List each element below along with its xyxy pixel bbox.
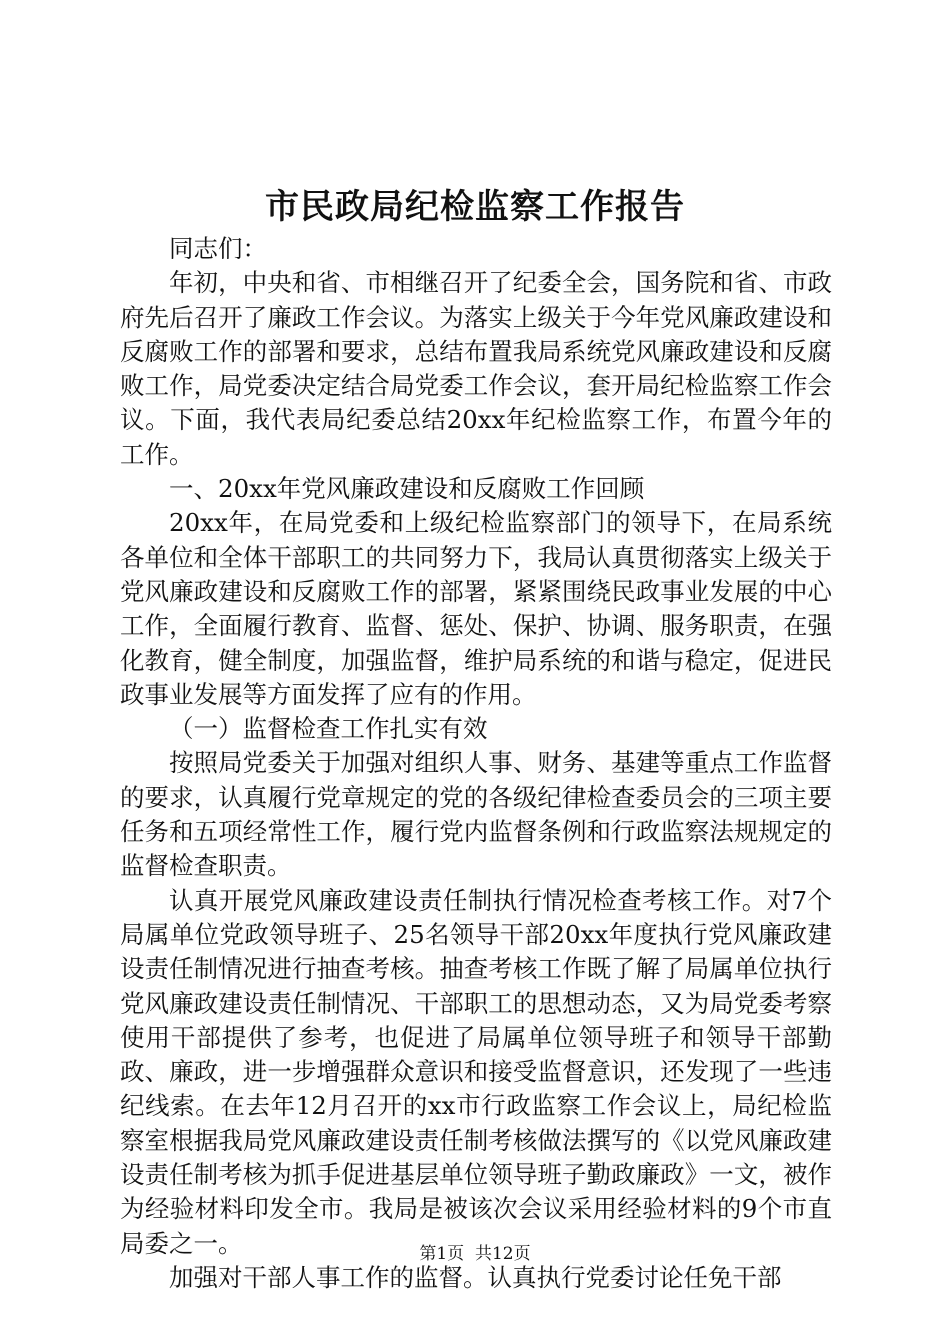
salutation: 同志们： xyxy=(169,234,267,263)
body-paragraph: 20xx年，在局党委和上级纪检监察部门的领导下，在局系统各单位和全体干部职工的共同努力下，我局认真贯彻落实上级关于党风廉政建设和反腐败工作的部署，紧紧围绕民政事业发展的中心工作，全面履行教育、监督、惩处、保护、协调、服务职责，在强化教育，健全制度，加强监督，维护局系统的和谐与稳定，促进民政事业发展等方面发挥了应有的作用。 xyxy=(120,508,832,709)
body-paragraph: 年初，中央和省、市相继召开了纪委全会，国务院和省、市政府先后召开了廉政工作会议。为落实上级关于今年党风廉政建设和反腐败工作的部署和要求，总结布置我局系统党风廉政建设和反腐败工作，局党委决定结合局党委工作会议，套开局纪检监察工作会议。下面，我代表局纪委总结20xx年纪检监察工作，布置今年的工作。 xyxy=(120,268,832,469)
document-title: 市民政局纪检监察工作报告 xyxy=(265,187,685,227)
subsection-heading: （一）监督检查工作扎实有效 xyxy=(169,714,488,744)
body-paragraph: 加强对干部人事工作的监督。认真执行党委讨论任免干部 xyxy=(169,1262,782,1292)
body-paragraph: 按照局党委关于加强对组织人事、财务、基建等重点工作监督的要求，认真履行党章规定的党的各级纪律检查委员会的三项主要任务和五项经常性工作，履行党内监督条例和行政监察法规规定的监督检查职责。 xyxy=(120,748,832,881)
document-body xyxy=(120,232,832,1295)
body-paragraph: 认真开展党风廉政建设责任制执行情况检查考核工作。对7个局属单位党政领导班子、25名领导干部20xx年度执行党风廉政建设责任制情况进行抽查考核。抽查考核工作既了解了局属单位执行党风廉政建设责任制情况、干部职工的思想动态，又为局党委考察使用干部提供了参考，也促进了局属单位领导班子和领导干部勤政、廉政，进一步增强群众意识和接受监督意识，还发现了一些违纪线索。在去年12月召开的xx市行政监察工作会议上，局纪检监察室根据我局党风廉政建设责任制考核做法撰写的《以党风廉政建设责任制考核为抓手促进基层单位领导班子勤政廉政》一文，被作为经验材料印发全市。我局是被该次会议采用经验材料的9个市直局委之一。 xyxy=(120,885,832,1258)
section-heading: 一、20xx年党风廉政建设和反腐败工作回顾 xyxy=(169,474,645,504)
page-footer: 第1页 共12页 xyxy=(419,1244,531,1264)
